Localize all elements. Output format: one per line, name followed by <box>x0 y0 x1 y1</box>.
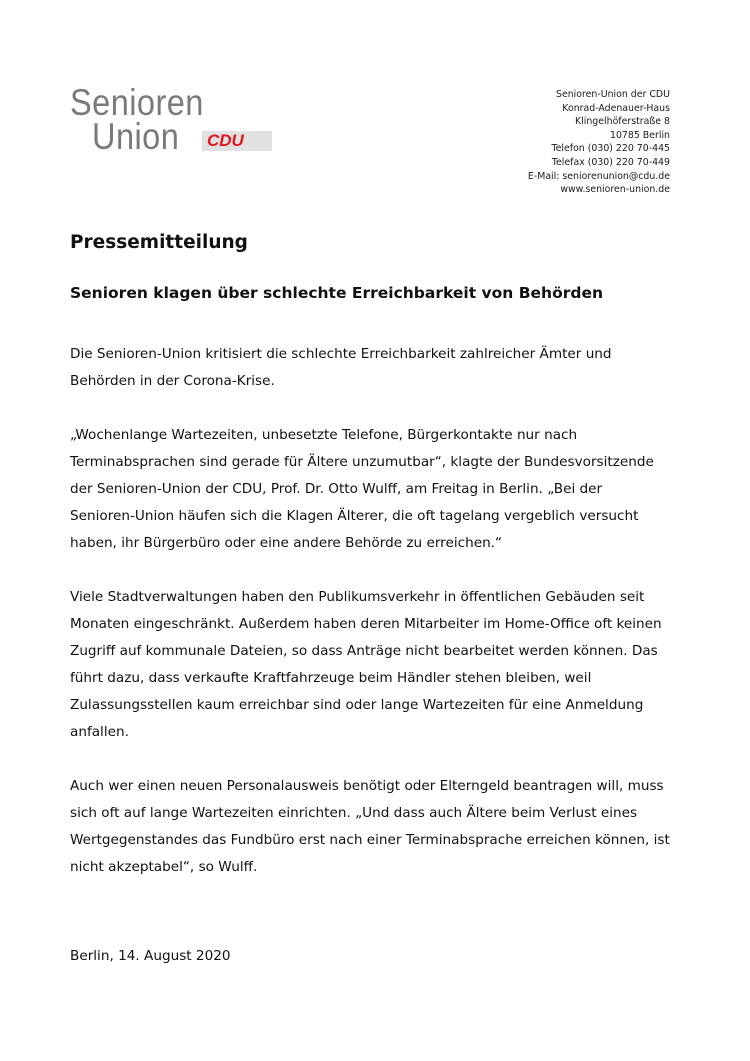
senioren-union-logo <box>70 84 280 156</box>
address-website: www.senioren-union.de <box>560 184 670 196</box>
body-paragraph-intro: Die Senioren-Union kritisiert die schlechte Erreichbarkeit zahlreicher Ämter und Behörden in der Corona-Krise. <box>70 346 612 389</box>
address-phone: Telefon (030) 220 70-445 <box>551 143 670 155</box>
logo-cdu-text: CDU <box>207 131 244 150</box>
address-building: Konrad-Adenauer-Haus <box>562 102 670 114</box>
body-paragraph-closing: Auch wer einen neuen Personalausweis benötigt oder Elterngeld beantragen will, muss sich oft auf lange Wartezeiten einrichten. „Und dass auch Ältere beim Verlust eines Wertgegenstandes das Fundbüro erst nach einer Terminabsprache erreichen können, ist nicht akzeptabel“, so Wulff. <box>70 778 670 875</box>
press-release-body <box>70 341 670 908</box>
address-city: 10785 Berlin <box>609 129 670 141</box>
address-street: Klingelhöferstraße 8 <box>575 116 670 128</box>
address-fax: Telefax (030) 220 70-449 <box>551 156 670 168</box>
dateline: Berlin, 14. August 2020 <box>70 948 231 964</box>
body-paragraph-administration: Viele Stadtverwaltungen haben den Publikumsverkehr in öffentlichen Gebäuden seit Monaten eingeschränkt. Außerdem haben deren Mitarbeiter im Home-Office oft keinen Zugriff auf kommunale Dateien, so dass Anträge nicht bearbeitet werden können. Das führt dazu, dass verkaufte Kraftfahrzeuge beim Händler stehen bleiben, weil Zulassungsstellen kaum erreichbar sind oder lange Wartezeiten für eine Anmeldung anfallen. <box>70 589 662 740</box>
logo-text-senioren: Senioren <box>70 82 204 123</box>
sender-address <box>528 88 670 197</box>
body-paragraph-quote: „Wochenlange Wartezeiten, unbesetzte Telefone, Bürgerkontakte nur nach Terminabsprachen sind gerade für Ältere unzumutbar“, klagte der Bundesvorsitzende der Senioren-Union der CDU, Prof. Dr. Otto Wulff, am Freitag in Berlin. „Bei der Senioren-Union häufen sich die Klagen Älterer, die oft tagelang vergeblich versucht haben, ihr Bürgerbüro oder eine andere Behörde zu erreichen.“ <box>70 427 654 551</box>
address-email: E-Mail: seniorenunion@cdu.de <box>527 170 670 182</box>
logo-text-union: Union <box>92 116 180 157</box>
press-release-headline: Senioren klagen über schlechte Erreichbarkeit von Behörden <box>70 284 604 302</box>
address-org: Senioren-Union der CDU <box>556 89 670 100</box>
document-title: Pressemitteilung <box>70 232 248 253</box>
